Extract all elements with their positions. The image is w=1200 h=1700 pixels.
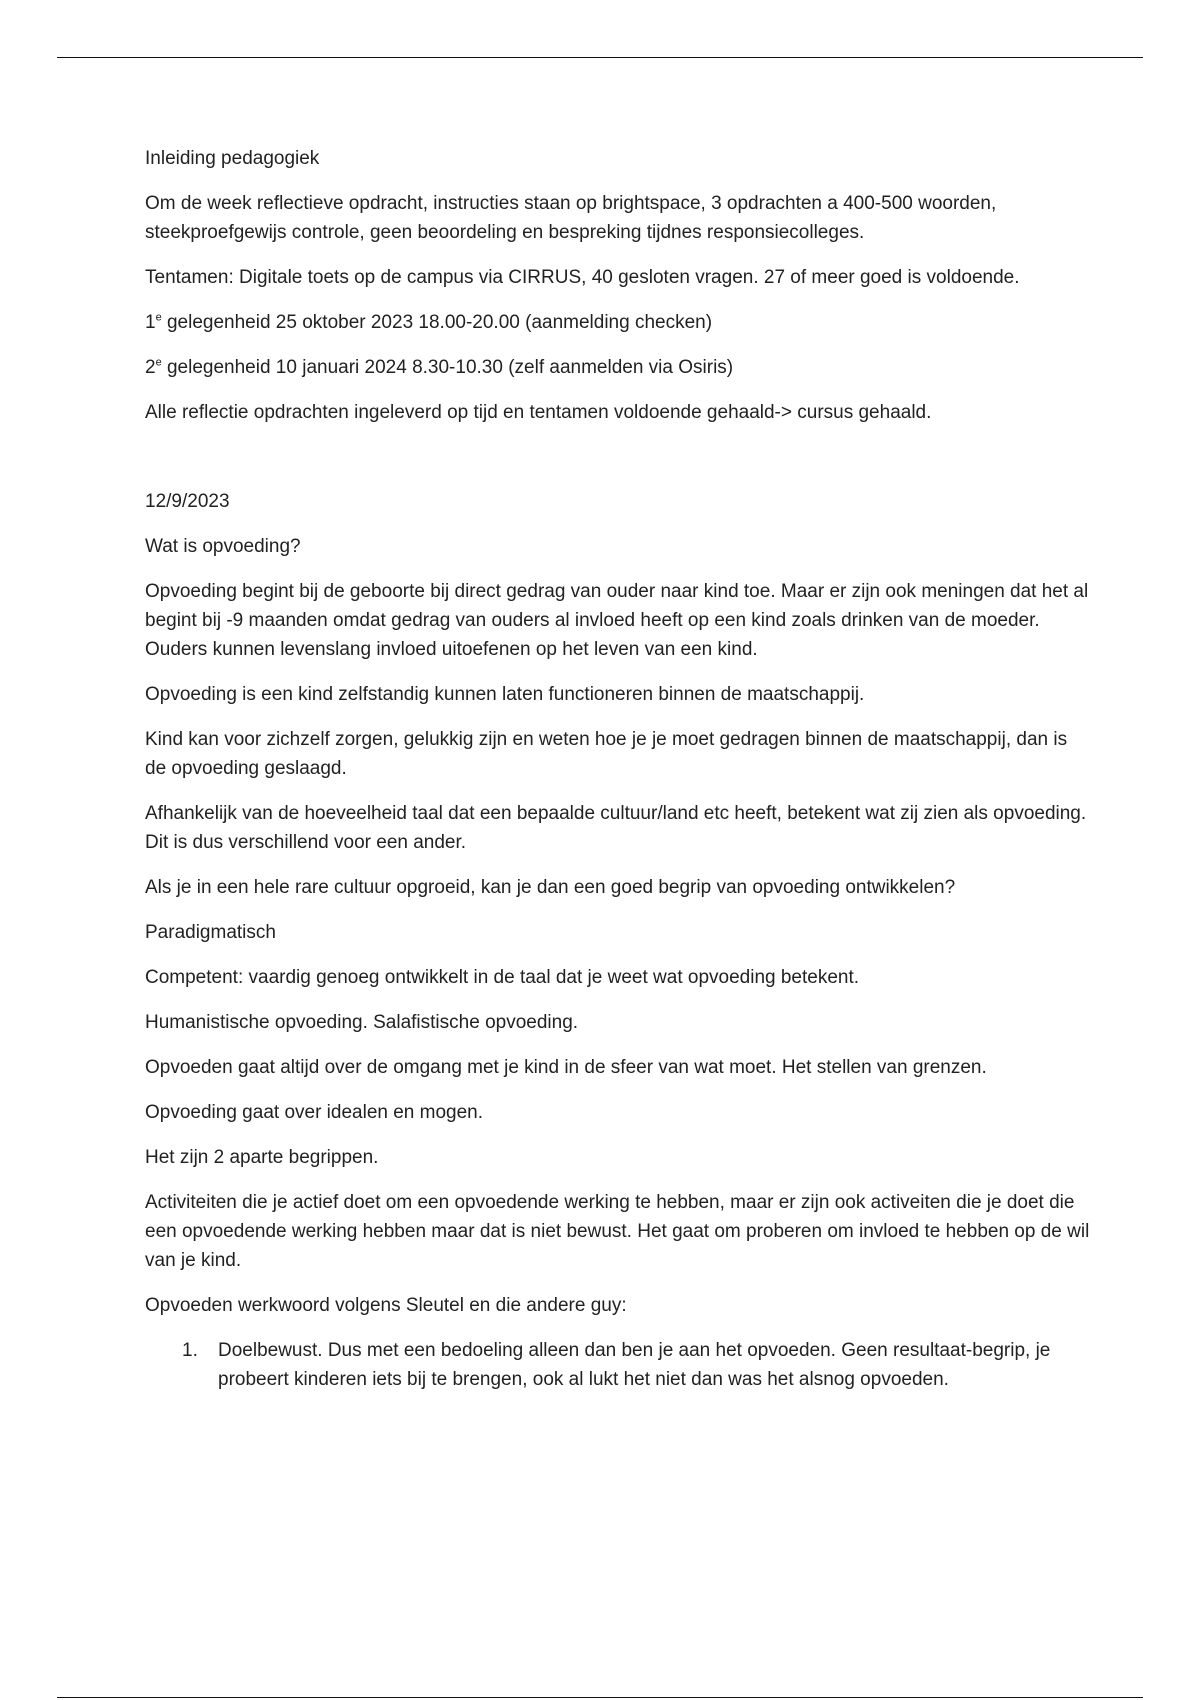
attempt-1-superscript: e <box>155 311 162 324</box>
list-item <box>145 1336 1090 1394</box>
attempt-1-number: 1 <box>145 312 156 333</box>
paragraph: Opvoeding is een kind zelfstandig kunnen laten functioneren binnen de maatschappij. <box>145 684 865 705</box>
paragraph: Afhankelijk van de hoeveelheid taal dat een bepaalde cultuur/land etc heeft, betekent wat zij zien als opvoeding. Dit is dus verschillend voor een ander. <box>145 803 1087 853</box>
exam-attempt-1 <box>145 308 1090 337</box>
paragraph: Opvoeden werkwoord volgens Sleutel en die andere guy: <box>145 1295 627 1316</box>
exam-attempt-2 <box>145 353 1090 382</box>
completion-paragraph: Alle reflectie opdrachten ingeleverd op tijd en tentamen voldoende gehaald-> cursus gehaald. <box>145 402 932 423</box>
paragraph: Wat is opvoeding? <box>145 536 301 557</box>
paragraph: Opvoeding gaat over idealen en mogen. <box>145 1102 484 1123</box>
paragraph: Opvoeden gaat altijd over de omgang met je kind in de sfeer van wat moet. Het stellen van grenzen. <box>145 1057 987 1078</box>
intro-paragraph: Om de week reflectieve opdracht, instructies staan op brightspace, 3 opdrachten a 400-500 woorden, steekproefgewijs controle, geen beoordeling en bespreking tijdnes responsiecolleges. <box>145 193 997 243</box>
numbered-list <box>145 1336 1090 1394</box>
attempt-2-number: 2 <box>145 357 156 378</box>
attempt-2-superscript: e <box>155 356 162 369</box>
paragraph: Opvoeding begint bij de geboorte bij direct gedrag van ouder naar kind toe. Maar er zijn ook meningen dat het al begint bij -9 maanden omdat gedrag van ouders al invloed heeft op een kind zoals drinken van de moeder. Ouders kunnen levenslang invloed uitoefenen op het leven van een kind. <box>145 581 1089 660</box>
paragraph: Als je in een hele rare cultuur opgroeid, kan je dan een goed begrip van opvoeding ontwikkelen? <box>145 877 956 898</box>
list-item-number: 1. <box>182 1340 198 1361</box>
exam-paragraph: Tentamen: Digitale toets op de campus via CIRRUS, 40 gesloten vragen. 27 of meer goed is voldoende. <box>145 267 1020 288</box>
paragraph: Competent: vaardig genoeg ontwikkelt in de taal dat je weet wat opvoeding betekent. <box>145 967 860 988</box>
attempt-1-text: gelegenheid 25 oktober 2023 18.00-20.00 (aanmelding checken) <box>161 312 713 333</box>
list-item-text: Doelbewust. Dus met een bedoeling alleen dan ben je aan het opvoeden. Geen resultaat-begrip, je probeert kinderen iets bij te brengen, ook al lukt het niet dan was het alsnog opvoeden. <box>218 1340 1051 1390</box>
paragraph: Kind kan voor zichzelf zorgen, gelukkig zijn en weten hoe je je moet gedragen binnen de maatschappij, dan is de opvoeding geslaagd. <box>145 729 1068 779</box>
paragraph: Activiteiten die je actief doet om een opvoedende werking te hebben, maar er zijn ook activeiten die je doet die een opvoedende werking hebben maar dat is niet bewust. Het gaat om proberen om invloed te hebben op de wil van je kind. <box>145 1192 1090 1271</box>
page-top-rule <box>57 57 1143 58</box>
paragraph: Humanistische opvoeding. Salafistische opvoeding. <box>145 1012 579 1033</box>
attempt-2-text: gelegenheid 10 januari 2024 8.30-10.30 (zelf aanmelden via Osiris) <box>161 357 734 378</box>
lecture-date: 12/9/2023 <box>145 491 230 512</box>
course-title: Inleiding pedagogiek <box>145 148 320 169</box>
document-body <box>145 144 1090 1394</box>
paragraph: Paradigmatisch <box>145 922 276 943</box>
page-bottom-rule <box>57 1697 1143 1698</box>
paragraph: Het zijn 2 aparte begrippen. <box>145 1147 379 1168</box>
